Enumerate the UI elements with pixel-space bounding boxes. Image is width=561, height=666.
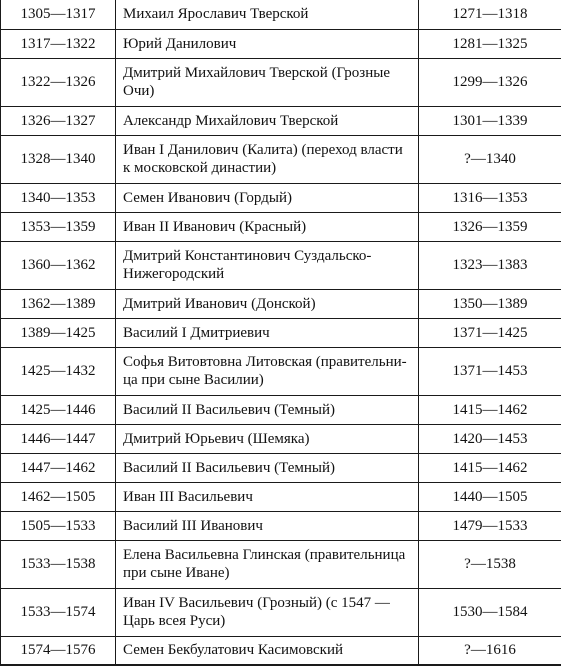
table-row — [1, 395, 561, 424]
reign-years-cell: 1305—1317 — [1, 0, 116, 29]
life-years-cell: 1316—1353 — [419, 183, 561, 212]
reign-years-cell: 1446—1447 — [1, 424, 116, 453]
reign-years-cell: 1353—1359 — [1, 212, 116, 241]
table-row — [1, 29, 561, 58]
ruler-name-cell: Михаил Ярославич Тверской — [116, 0, 419, 29]
table-row — [1, 453, 561, 482]
reign-years-cell: 1317—1322 — [1, 29, 116, 58]
table-row — [1, 241, 561, 289]
reign-years-cell: 1574—1576 — [1, 636, 116, 665]
table-row — [1, 58, 561, 106]
ruler-name-cell: Юрий Данилович — [116, 29, 419, 58]
reign-years-cell: 1462—1505 — [1, 482, 116, 511]
ruler-name-cell: Иван II Иванович (Красный) — [116, 212, 419, 241]
ruler-name-cell: Иван III Васильевич — [116, 482, 419, 511]
table-row — [1, 0, 561, 29]
ruler-name-cell: Василий II Васильевич (Темный) — [116, 395, 419, 424]
life-years-cell: 1271—1318 — [419, 0, 561, 29]
table-row — [1, 636, 561, 665]
life-years-cell: ?—1340 — [419, 135, 561, 183]
reign-years-cell: 1533—1574 — [1, 588, 116, 636]
reign-years-cell: 1362—1389 — [1, 289, 116, 318]
ruler-name-cell: Семен Бекбулатович Касимовский — [116, 636, 419, 665]
table-row — [1, 135, 561, 183]
reign-years-cell: 1340—1353 — [1, 183, 116, 212]
ruler-name-cell: Иван I Данилович (Калита) (переход власти к московской династии) — [116, 135, 419, 183]
ruler-name-cell: Софья Витовтовна Литовская (правительница при сыне Василии) — [116, 347, 419, 395]
life-years-cell: 1415—1462 — [419, 453, 561, 482]
ruler-name-cell: Иван IV Васильевич (Грозный) (с 1547 — Царь всея Руси) — [116, 588, 419, 636]
life-years-cell: 1371—1453 — [419, 347, 561, 395]
life-years-cell: 1440—1505 — [419, 482, 561, 511]
reign-years-cell: 1322—1326 — [1, 58, 116, 106]
table-row — [1, 511, 561, 540]
ruler-name-cell: Дмитрий Михайлович Тверской (Грозные Очи) — [116, 58, 419, 106]
ruler-name-cell: Елена Васильевна Глинская (правительница при сыне Иване) — [116, 540, 419, 588]
table-row — [1, 482, 561, 511]
life-years-cell: 1415—1462 — [419, 395, 561, 424]
reign-years-cell: 1505—1533 — [1, 511, 116, 540]
ruler-name-cell: Семен Иванович (Гордый) — [116, 183, 419, 212]
life-years-cell: 1530—1584 — [419, 588, 561, 636]
life-years-cell: 1479—1533 — [419, 511, 561, 540]
rulers-table-body — [1, 0, 561, 665]
ruler-name-cell: Василий I Дмитриевич — [116, 318, 419, 347]
reign-years-cell: 1389—1425 — [1, 318, 116, 347]
table-row — [1, 183, 561, 212]
table-row — [1, 540, 561, 588]
life-years-cell: 1299—1326 — [419, 58, 561, 106]
life-years-cell: ?—1616 — [419, 636, 561, 665]
table-row — [1, 289, 561, 318]
life-years-cell: 1371—1425 — [419, 318, 561, 347]
reign-years-cell: 1425—1432 — [1, 347, 116, 395]
life-years-cell: 1281—1325 — [419, 29, 561, 58]
reign-years-cell: 1533—1538 — [1, 540, 116, 588]
life-years-cell: 1326—1359 — [419, 212, 561, 241]
life-years-cell: 1323—1383 — [419, 241, 561, 289]
reign-years-cell: 1328—1340 — [1, 135, 116, 183]
table-row — [1, 588, 561, 636]
table-row — [1, 424, 561, 453]
reign-years-cell: 1360—1362 — [1, 241, 116, 289]
life-years-cell: 1350—1389 — [419, 289, 561, 318]
reign-years-cell: 1425—1446 — [1, 395, 116, 424]
table-row — [1, 212, 561, 241]
life-years-cell: ?—1538 — [419, 540, 561, 588]
table-row — [1, 318, 561, 347]
ruler-name-cell: Дмитрий Иванович (Донской) — [116, 289, 419, 318]
ruler-name-cell: Александр Михайлович Тверской — [116, 106, 419, 135]
table-row — [1, 106, 561, 135]
reign-years-cell: 1326—1327 — [1, 106, 116, 135]
life-years-cell: 1420—1453 — [419, 424, 561, 453]
ruler-name-cell: Дмитрий Юрьевич (Шемяка) — [116, 424, 419, 453]
table-row — [1, 347, 561, 395]
life-years-cell: 1301—1339 — [419, 106, 561, 135]
reign-years-cell: 1447—1462 — [1, 453, 116, 482]
ruler-name-cell: Василий II Васильевич (Темный) — [116, 453, 419, 482]
ruler-name-cell: Василий III Иванович — [116, 511, 419, 540]
ruler-name-cell: Дмитрий Константинович Суздальско-Нижегородский — [116, 241, 419, 289]
